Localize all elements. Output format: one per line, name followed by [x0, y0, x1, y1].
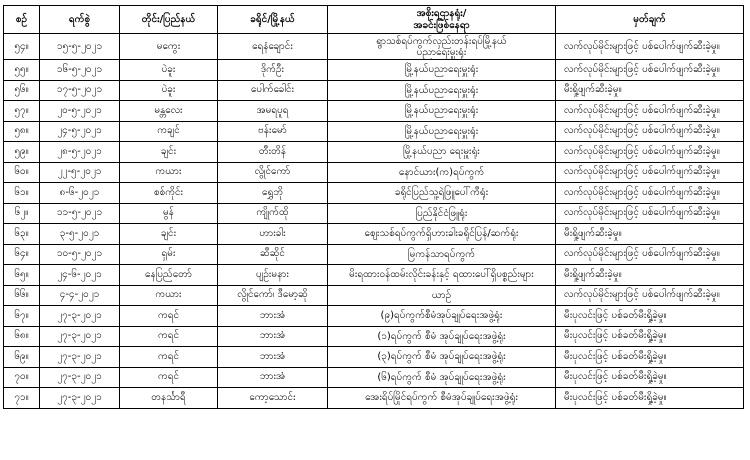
cell-date: ၂၄-၆-၂၀၂၁: [40, 265, 120, 286]
cell-location: မြကန်သာရပ်ကွက်: [328, 244, 556, 265]
cell-location: မြို့နယ်ပညာ ရေးမှူးရုံး: [328, 142, 556, 163]
cell-remark: မီးရှို့ဖျက်ဆီးခဲ့မှု။: [556, 224, 744, 245]
cell-location: ပြည်နိုင်ငံဖြူရုံး: [328, 203, 556, 224]
cell-remark: မီးပုလင်းဖြင့် ပစ်ခတ်မီးရှို့ခဲ့မှု။: [556, 347, 744, 368]
cell-date: ၁၆-၅-၂၀၂၁: [40, 60, 120, 81]
cell-location: မြို့နယ်ပညာရေးမှူးရုံး: [328, 121, 556, 142]
cell-remark: လက်လုပ်မိုင်းများဖြင့် ပစ်ပေါက်ဖျက်ဆီးခဲ့မှု။: [556, 34, 744, 60]
cell-district: ရွှေဘို: [218, 183, 328, 204]
table-row: [4, 101, 744, 122]
cell-date: ၂၄-၅-၂၀၂၁: [40, 121, 120, 142]
cell-region: ရှမ်း: [120, 244, 218, 265]
cell-date: ၂၇-၃-၂၀၂၁: [40, 388, 120, 409]
table-row: [4, 203, 744, 224]
cell-remark: မီးရှို့ဖျက်ဆီးခဲ့မှု။: [556, 265, 744, 286]
cell-no: ၆၈။: [4, 326, 40, 347]
cell-no: ၅၅။: [4, 60, 40, 81]
cell-no: ၅၆။: [4, 80, 40, 101]
cell-region: ကရင်: [120, 306, 218, 327]
cell-date: ၃-၅-၂၀၂၁: [40, 224, 120, 245]
table-row: [4, 367, 744, 388]
cell-no: ၆၅။: [4, 265, 40, 286]
cell-remark: လက်လုပ်မိုင်းများဖြင့် ပစ်ပေါက်ဖျက်ဆီးခဲ့မှု။: [556, 60, 744, 81]
incident-table: [3, 5, 744, 409]
cell-remark: လက်လုပ်မိုင်းများဖြင့် ပစ်ပေါက်ဖျက်ဆီးခဲ့မှု။: [556, 244, 744, 265]
cell-no: ၅၈။: [4, 121, 40, 142]
cell-district: ပေါက်ခေါင်း: [218, 80, 328, 101]
cell-location: မြို့နယ်ပညာရေးမှူးရုံး: [328, 60, 556, 81]
cell-location: ခရိုင်ပြည်သူ့ရဲဖြူပေါ်ကီရုံး: [328, 183, 556, 204]
table-header-row: [4, 6, 744, 34]
cell-location: (၁)ရပ်ကွက် စီမံ အုပ်ချုပ်ရေးအဖွဲ့ရုံး: [328, 326, 556, 347]
cell-remark: မီးရှို့ဖျက်ဆီးခဲ့မှု။: [556, 80, 744, 101]
cell-district: ဒိုက်ဦး: [218, 60, 328, 81]
table-row: [4, 224, 744, 245]
cell-region: ကရင်: [120, 326, 218, 347]
cell-location: မြို့နယ်ပညာရေးမှူးရုံး: [328, 80, 556, 101]
table-row: [4, 347, 744, 368]
cell-district: ဘားအံ: [218, 367, 328, 388]
cell-region: ကယား: [120, 162, 218, 183]
cell-date: ၂၂-၅-၂၀၂၁: [40, 162, 120, 183]
cell-region: ချင်း: [120, 224, 218, 245]
cell-no: ၆၄။: [4, 244, 40, 265]
table-row: [4, 244, 744, 265]
header-date: ရက်စွဲ: [40, 6, 120, 34]
cell-date: ၁၁-၅-၂၀၂၁: [40, 203, 120, 224]
cell-district: ရေနံချောင်း: [218, 34, 328, 60]
cell-date: ၁၅-၅-၂၀၂၁: [40, 34, 120, 60]
cell-region: တနင်္သာရီ: [120, 388, 218, 409]
header-remark: မှတ်ချက်: [556, 6, 744, 34]
table-row: [4, 80, 744, 101]
cell-no: ၅၉။: [4, 142, 40, 163]
cell-no: ၇၁။: [4, 388, 40, 409]
cell-no: ၇၀။: [4, 367, 40, 388]
cell-no: ၆၉။: [4, 347, 40, 368]
cell-location: (၃)ရပ်ကွက် စီမံ အုပ်ချုပ်ရေးအဖွဲ့ရုံး: [328, 347, 556, 368]
cell-location: ယာဉ်: [328, 285, 556, 306]
cell-no: ၆၃။: [4, 224, 40, 245]
cell-region: ကယား: [120, 285, 218, 306]
cell-remark: လက်လုပ်မိုင်းများဖြင့် ပစ်ပေါက်ဖျက်ဆီးခဲ့မှု။: [556, 183, 744, 204]
cell-district: ဘားအံ: [218, 347, 328, 368]
cell-remark: လက်လုပ်မိုင်းများဖြင့် ပစ်ပေါက်ဖျက်ဆီးခဲ့မှု။: [556, 285, 744, 306]
cell-district: လွိုင်ကော်၊ ဒီမော့ဆို: [218, 285, 328, 306]
cell-no: ၅၄။: [4, 34, 40, 60]
cell-district: လွိုင်ကော်: [218, 162, 328, 183]
cell-district: ဟားခါး: [218, 224, 328, 245]
table-row: [4, 60, 744, 81]
cell-district: ပျဉ်းမနား: [218, 265, 328, 286]
table-row: [4, 142, 744, 163]
cell-location: ဈေးသစ်ရပ်ကွက်ရှိဟားခါးခရိုင်ပြန်/ဆက်ရုံး: [328, 224, 556, 245]
cell-district: အမရပူရ: [218, 101, 328, 122]
cell-no: ၆၆။: [4, 285, 40, 306]
cell-region: ချင်း: [120, 142, 218, 163]
header-district: ခရိုင်/မြို့နယ်: [218, 6, 328, 34]
header-no: စဉ်: [4, 6, 40, 34]
cell-location: (၆)ရပ်ကွက် စီမံ အုပ်ချုပ်ရေးအဖွဲ့ရုံး: [328, 367, 556, 388]
table-row: [4, 326, 744, 347]
cell-date: ၂၀-၅-၂၀၂၁: [40, 101, 120, 122]
table-row: [4, 388, 744, 409]
cell-date: ၁၇-၅-၂၀၂၁: [40, 80, 120, 101]
table-row: [4, 162, 744, 183]
cell-remark: လက်လုပ်မိုင်းများဖြင့် ပစ်ပေါက်ဖျက်ဆီးခဲ့မှု။: [556, 121, 744, 142]
header-location: အစိုးရဌာနရုံး/ အခင်းဖြစ်နေရာ: [328, 6, 556, 34]
cell-district: ဘားအံ: [218, 306, 328, 327]
cell-remark: လက်လုပ်မိုင်းများဖြင့် ပစ်ပေါက်ဖျက်ဆီးခဲ့မှု။: [556, 162, 744, 183]
cell-location: နောင်ယား(က)ရပ်ကွက်: [328, 162, 556, 183]
cell-region: ပဲခူး: [120, 80, 218, 101]
cell-remark: မီးပုလင်းဖြင့် ပစ်ခတ်မီးရှို့ခဲ့မှု။: [556, 326, 744, 347]
cell-location: ရွာသစ်ရပ်ကွက်လှည်းတန်းရပ်မြို့နယ် ပညာရေးမှူးရုံး: [328, 34, 556, 60]
cell-district: ဗန်းမော်: [218, 121, 328, 142]
cell-date: ၈-၆-၂၀၂၁: [40, 183, 120, 204]
cell-region: မန္တလေး: [120, 101, 218, 122]
cell-region: ကချင်: [120, 121, 218, 142]
table-row: [4, 265, 744, 286]
cell-district: တီးတိန်: [218, 142, 328, 163]
cell-date: ၂၈-၅-၂၀၂၁: [40, 142, 120, 163]
header-region: တိုင်း/ပြည်နယ်: [120, 6, 218, 34]
cell-region: စစ်ကိုင်း: [120, 183, 218, 204]
cell-date: ၄-၄-၂၀၂၁: [40, 285, 120, 306]
cell-location: မြို့နယ်ပညာရေးမှူးရုံး: [328, 101, 556, 122]
cell-no: ၆၇။: [4, 306, 40, 327]
cell-date: ၂၇-၃-၂၀၂၁: [40, 367, 120, 388]
cell-remark: မီးပုလင်းဖြင့် ပစ်ခတ်မီးရှို့ခဲ့မှု။: [556, 306, 744, 327]
table-row: [4, 183, 744, 204]
cell-remark: လက်လုပ်မိုင်းများဖြင့် ပစ်ပေါက်ဖျက်ဆီးခဲ့မှု။: [556, 203, 744, 224]
table-row: [4, 306, 744, 327]
cell-no: ၅၇။: [4, 101, 40, 122]
cell-remark: မီးပုလင်းဖြင့် ပစ်ခတ်မီးရှို့ခဲ့မှု။: [556, 367, 744, 388]
cell-date: ၁၀-၅-၂၀၂၁: [40, 244, 120, 265]
table-row: [4, 34, 744, 60]
cell-no: ၆၀။: [4, 162, 40, 183]
cell-date: ၂၇-၃-၂၀၂၁: [40, 306, 120, 327]
table-row: [4, 121, 744, 142]
cell-date: ၂၇-၃-၂၀၂၁: [40, 347, 120, 368]
cell-region: နေပြည်တော်: [120, 265, 218, 286]
cell-location: (၉)ရပ်ကွက်စီမံအုပ်ချုပ်ရေးအဖွဲ့ရုံး: [328, 306, 556, 327]
cell-region: မကွေး: [120, 34, 218, 60]
table-row: [4, 285, 744, 306]
cell-date: ၂၇-၃-၂၀၂၁: [40, 326, 120, 347]
cell-no: ၆၁။: [4, 183, 40, 204]
cell-district: ဆီဆိုင်: [218, 244, 328, 265]
cell-remark: လက်လုပ်မိုင်းများဖြင့် ပစ်ပေါက်ဖျက်ဆီးခဲ့မှု။: [556, 142, 744, 163]
cell-remark: လက်လုပ်မိုင်းများဖြင့် ပစ်ပေါက်ဖျက်ဆီးခဲ့မှု။: [556, 101, 744, 122]
cell-no: ၆၂။: [4, 203, 40, 224]
cell-region: မွန်: [120, 203, 218, 224]
cell-region: ကရင်: [120, 367, 218, 388]
cell-region: ပဲခူး: [120, 60, 218, 81]
cell-region: ကရင်: [120, 347, 218, 368]
cell-district: ကော့သောင်း: [218, 388, 328, 409]
cell-location: အေးရိပ်မြိုင်ရပ်ကွက် စီမံအုပ်ချုပ်ရေးအဖွဲ့ရုံး: [328, 388, 556, 409]
cell-remark: မီးပုလင်းဖြင့် ပစ်ခတ်မီးရှို့ခဲ့မှု။: [556, 388, 744, 409]
cell-district: ကျိုက်ထို: [218, 203, 328, 224]
cell-district: ဘားအံ: [218, 326, 328, 347]
cell-location: မိးရထားဝန်ထမ်းလိုင်းခန်းနှင့် ရထားပေါ်ရှိပစ္စည်းများ: [328, 265, 556, 286]
